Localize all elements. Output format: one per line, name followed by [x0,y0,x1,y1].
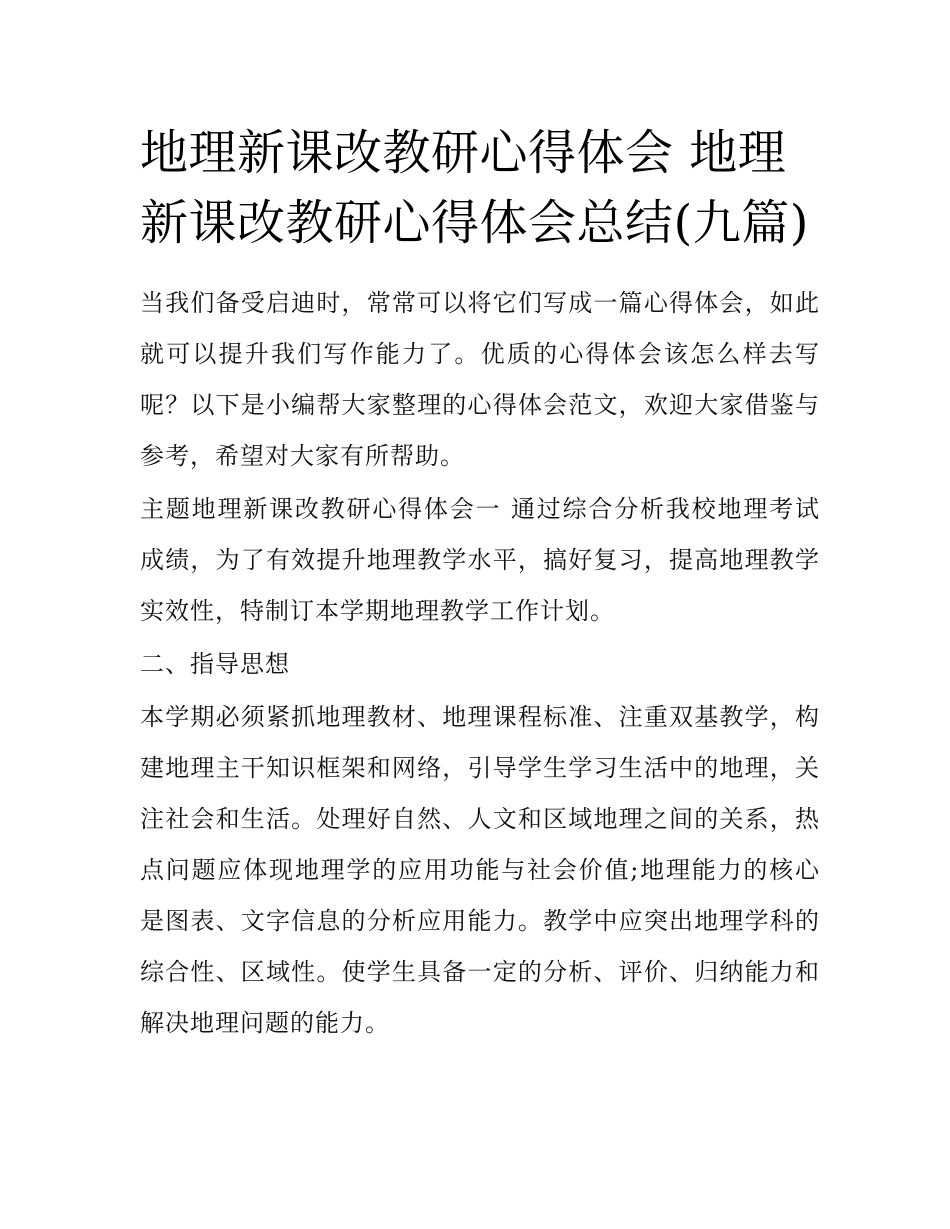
guiding-thought-paragraph: 本学期必须紧抓地理教材、地理课程标准、注重双基教学，构建地理主干知识框架和网络，引导学生学习生活中的地理，关注社会和生活。处理好自然、人文和区域地理之间的关系，热点问题应体现地理学的应用功能与社会价值;地理能力的核心是图表、文字信息的分析应用能力。教学中应突出地理学科的综合性、区域性。使学生具备一定的分析、评价、归纳能力和解决地理问题的能力。 [140,703,820,1037]
intro-paragraph: 当我们备受启迪时，常常可以将它们写成一篇心得体会，如此就可以提升我们写作能力了。优质的心得体会该怎么样去写呢？以下是小编帮大家整理的心得体会范文，欢迎大家借鉴与参考，希望对大家有所帮助。 [140,289,820,470]
topic-paragraph: 主题地理新课改教研心得体会一 通过综合分析我校地理考试成绩，为了有效提升地理教学水平，搞好复习，提高地理教学实效性，特制订本学期地理教学工作计划。 [140,495,820,625]
document-body [140,118,820,1051]
section-heading: 二、指导思想 [140,650,290,678]
document-title: 地理新课改教研心得体会 地理新课改教研心得体会总结(九篇) [140,125,809,251]
